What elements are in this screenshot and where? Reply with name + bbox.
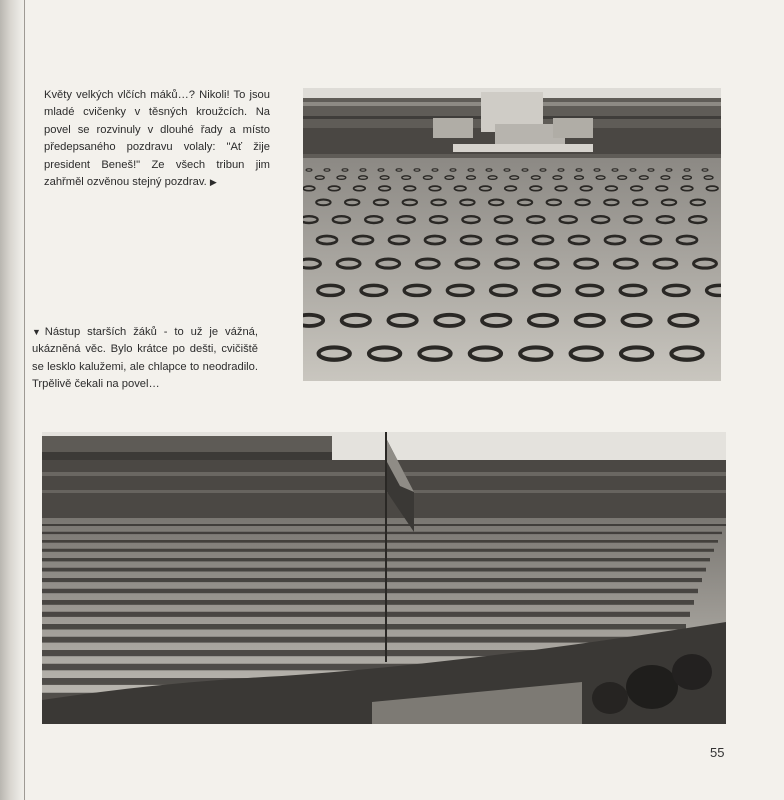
- photo-gymnast-circles-drawing: [303, 88, 721, 381]
- row-of-pupils: [42, 578, 702, 582]
- caption-flower-circles: [44, 87, 270, 191]
- page-number: 55: [710, 745, 725, 760]
- row-of-pupils: [42, 589, 698, 593]
- row-of-pupils: [42, 637, 682, 643]
- row-of-pupils: [42, 540, 718, 543]
- row-of-pupils: [42, 624, 686, 630]
- caption-older-pupils: [32, 324, 258, 394]
- arrow-down-icon: ▼: [32, 327, 45, 337]
- caption-older-pupils-text: Nástup starších žáků - to už je vážná, ukázněná věc. Bylo krátce po dešti, cvičiště se lesklo kalužemi, ale chlapce to neodradilo. Trpělivě čekali na povel…: [32, 326, 258, 391]
- row-of-pupils: [42, 524, 726, 526]
- row-of-pupils: [42, 600, 694, 605]
- row-of-pupils: [42, 568, 706, 572]
- row-of-pupils: [42, 558, 710, 561]
- row-of-pupils: [42, 532, 722, 534]
- photo-boys-lineup: [42, 432, 726, 724]
- book-spine-shadow: [0, 0, 26, 800]
- row-of-pupils: [42, 612, 690, 617]
- photo-boys-lineup-drawing: [42, 432, 726, 724]
- row-of-pupils: [42, 549, 714, 552]
- page-gutter-line: [24, 0, 25, 800]
- arrow-right-icon: ▶: [209, 177, 217, 188]
- photo-gymnast-circles: [303, 88, 721, 381]
- caption-flower-circles-text: Květy velkých vlčích máků…? Nikoli! To jsou mladé cvičenky v těsných kroužcích. Na povel se rozvinuly v dlouhé řady a místo předepsaného pozdravu volaly: "Ať žije president Beneš!" Ze všech tribun jim zahřměl ozvěnou stejný pozdrav.: [44, 89, 270, 189]
